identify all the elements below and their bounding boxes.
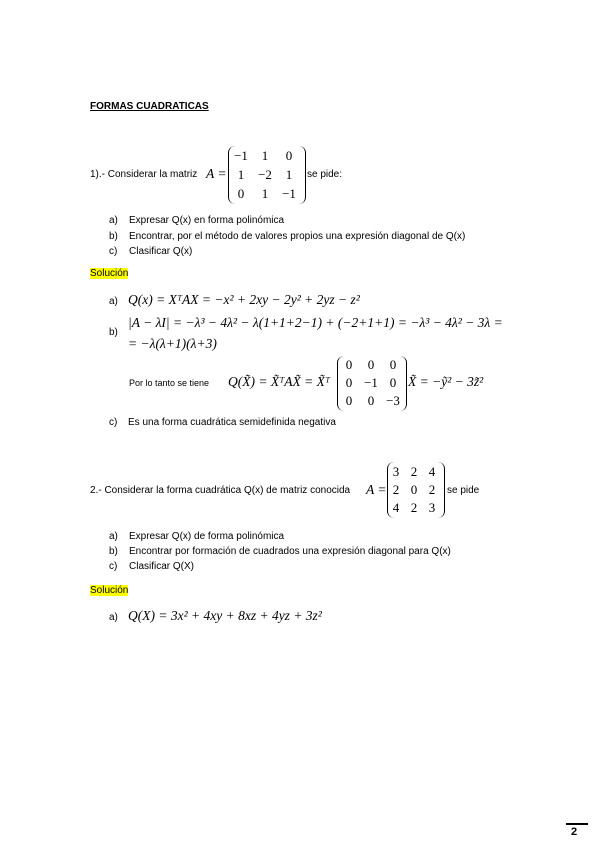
p1-item-c-label: c) [109, 246, 118, 257]
p1-d01: 0 [367, 357, 375, 372]
p1-d10: 0 [345, 375, 353, 390]
p1-m10: 1 [237, 167, 245, 182]
p1-sol-a-label: a) [109, 296, 118, 307]
p2-prefix: 2.- Considerar la forma cuadrática Q(x) de matriz conocida [90, 485, 351, 496]
p2-m21: 2 [410, 500, 418, 515]
p1-diag-lhs: Q(X̃) = X̃ᵀAX̃ = X̃ᵀ [228, 374, 331, 389]
p2-item-b [109, 546, 451, 557]
p2-m00: 3 [392, 464, 400, 479]
p2-item-c-text: Clasificar Q(X) [129, 561, 195, 572]
page-number: 2 [571, 826, 578, 838]
p2-sol-a: Q(X) = 3x² + 4xy + 8xz + 4yz + 3z² [128, 608, 322, 623]
p1-d20: 0 [345, 393, 353, 408]
p1-d22: −3 [386, 393, 400, 408]
p1-sol-a: Q(x) = XᵀAX = −x² + 2xy − 2y² + 2yz − z² [128, 292, 360, 307]
p1-m22: −1 [282, 186, 296, 201]
p1-sol-b-label: b) [109, 327, 118, 338]
p1-therefore: Por lo tanto se tiene [129, 378, 210, 388]
p1-d12: 0 [389, 375, 397, 390]
p2-m01: 2 [410, 464, 418, 479]
p1-matrix-label: A = [206, 166, 227, 181]
p1-suffix: se pide: [307, 169, 343, 180]
p1-sol-b-line1: |A − λI| = −λ³ − 4λ² − λ(1+1+2−1) + (−2+1+1) = −λ³ − 4λ² − 3λ = [128, 315, 503, 330]
p2-item-a [109, 531, 284, 542]
p1-item-b-text: Encontrar, por el método de valores propios una expresión diagonal de Q(x) [129, 231, 466, 242]
p2-item-c-label: c) [109, 561, 118, 572]
p1-item-a-text: Expresar Q(x) en forma polinómica [129, 215, 285, 226]
p1-item-a [109, 215, 284, 226]
p2-item-b-text: Encontrar por formación de cuadrados una expresión diagonal para Q(x) [129, 546, 451, 557]
p2-m11: 0 [410, 482, 418, 497]
p1-m20: 0 [237, 186, 245, 201]
p1-item-c-text: Clasificar Q(x) [129, 246, 193, 257]
p2-matrix-label: A = [366, 482, 387, 497]
p1-m12: 1 [285, 167, 293, 182]
p2-item-a-label: a) [109, 531, 118, 542]
p2-sol-a-label: a) [109, 612, 118, 623]
p1-m01: 1 [261, 148, 269, 163]
p1-solucion-heading: Solución [90, 268, 129, 279]
page-title: FORMAS CUADRATICAS [90, 101, 209, 112]
p1-m00: −1 [234, 148, 248, 163]
p1-m11: −2 [258, 167, 272, 182]
p1-item-c [109, 246, 192, 257]
p2-m20: 4 [392, 500, 400, 515]
p2-item-a-text: Expresar Q(x) de forma polinómica [129, 531, 285, 542]
p2-m10: 2 [392, 482, 400, 497]
p2-m22: 3 [428, 500, 436, 515]
p1-d02: 0 [389, 357, 397, 372]
p1-m21: 1 [261, 186, 269, 201]
p1-d00: 0 [345, 357, 353, 372]
p1-item-b-label: b) [109, 231, 118, 242]
p2-suffix: se pide [447, 485, 480, 496]
p1-sol-c: Es una forma cuadrática semidefinida negativa [128, 417, 336, 428]
p1-d21: 0 [367, 393, 375, 408]
p2-solucion-heading: Solución [90, 585, 129, 596]
p1-item-a-label: a) [109, 215, 118, 226]
p1-sol-c-label: c) [109, 417, 118, 428]
p1-d11: −1 [364, 375, 378, 390]
page-number-rule [566, 823, 588, 825]
p2-item-b-label: b) [109, 546, 118, 557]
p2-item-c [109, 561, 194, 572]
p1-item-b [109, 231, 465, 242]
p2-m02: 4 [428, 464, 436, 479]
p1-sol-b-line2: = −λ(λ+1)(λ+3) [128, 336, 217, 351]
p2-m12: 2 [428, 482, 436, 497]
p1-diag-rhs: X̃ = −ỹ² − 3z̃² [408, 374, 484, 389]
p1-prefix: 1).- Considerar la matriz [90, 169, 198, 180]
p1-m02: 0 [285, 148, 293, 163]
